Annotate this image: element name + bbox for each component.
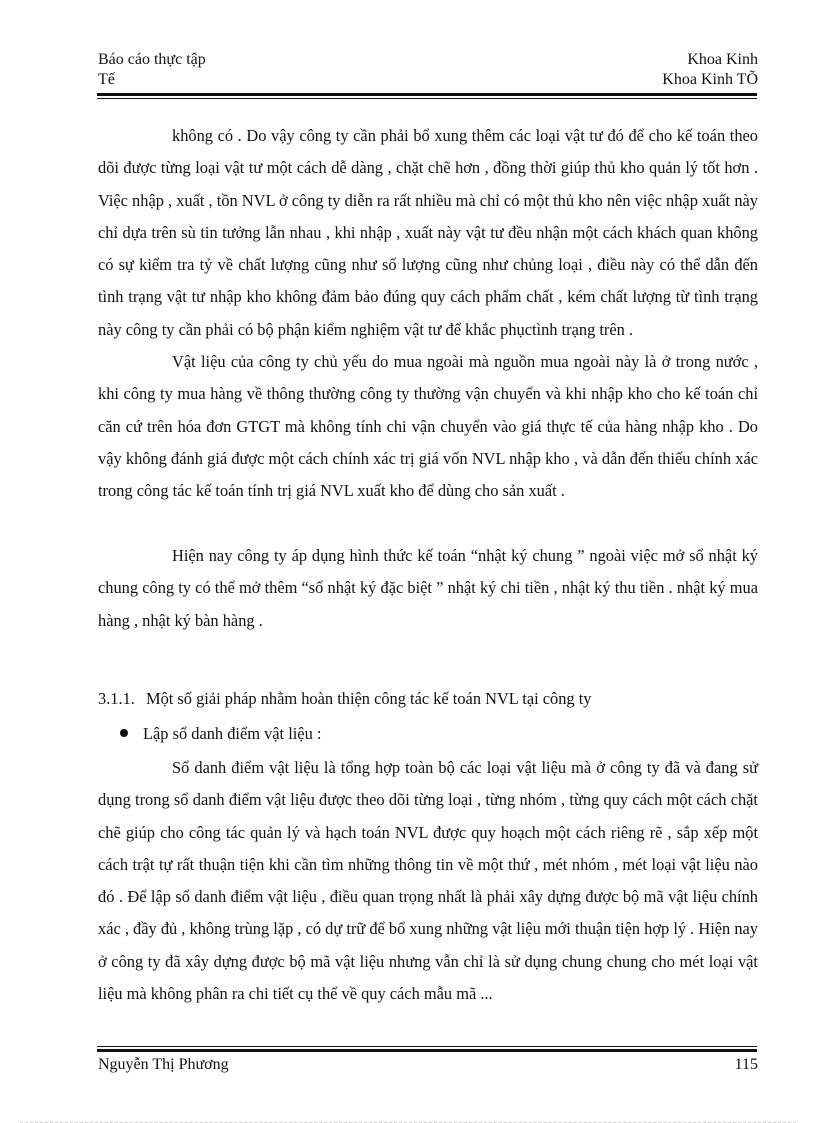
- footer-rule-thin: [97, 1046, 757, 1047]
- header-rule-thin: [97, 98, 757, 99]
- paragraph-2: Vật liệu của công ty chủ yếu do mua ngoài mà nguồn mua ngoài này là ở trong nước , khi công ty mua hàng về thông thường công ty thường vận chuyển và khi nhập kho cho kế toán chỉ căn cứ trên hóa đơn GTGT mà không tính chi vận chuyển vào giá thực tế của hàng nhập kho . Do vậy không đánh giá được một cách chính xác trị giá vốn NVL nhập kho , và dẫn đến thiếu chính xác trong công tác kế toán tính trị giá NVL xuất kho để dùng cho sản xuất .: [98, 352, 758, 501]
- bullet-dot-icon: [120, 729, 128, 737]
- section-heading: [98, 685, 591, 713]
- header-right-line-1: Khoa Kinh: [687, 51, 758, 68]
- header-right-line-2: Khoa Kinh TÕ: [662, 71, 758, 88]
- header-rule-thick: [97, 93, 757, 96]
- section-number: 3.1.1.: [98, 689, 135, 708]
- paragraph-3: Hiện nay công ty áp dụng hình thức kế toán “nhật ký chung ” ngoài việc mở sổ nhật ký chung công ty có thể mở thêm “sổ nhật ký đặc biệt ” nhật ký chi tiền , nhật ký thu tiền . nhật ký mua hàng , nhật ký bàn hàng .: [98, 546, 758, 630]
- header-left-line-2: Tế: [98, 71, 115, 88]
- footer-author: Nguyễn Thị Phương: [98, 1056, 229, 1073]
- header-left-line-1: Báo cáo thực tập: [98, 51, 206, 68]
- paragraph-1: không có . Do vậy công ty cần phải bổ xung thêm các loại vật tư đó để cho kế toán theo dõi được từng loại vật tư một cách dễ dàng , chặt chẽ hơn , đồng thời giúp thủ kho quản lý tốt hơn . Việc nhập , xuất , tồn NVL ở công ty diễn ra rất nhiều mà chỉ có một thủ kho nên việc nhập xuất này chỉ dựa trên sù tin tưởng lẫn nhau , khi nhập , xuất này vật tư đều nhận một cách khách quan không có sự kiểm tra tỷ về chất lượng cũng như số lượng cũng như chủng loại , điều này có thể dẫn đến tình trạng vật tư nhập kho không đảm bảo đúng quy cách phẩm chất , kém chất lượng từ tình trạng này công ty cần phải có bộ phận kiểm nghiệm vật tư để khắc phụctình trạng trên .: [98, 126, 758, 339]
- page-number: 115: [734, 1056, 758, 1073]
- bullet-text: Lập sổ danh điểm vật liệu :: [143, 724, 322, 743]
- header-left: [98, 50, 206, 90]
- paragraph-4: Sổ danh điểm vật liệu là tổng hợp toàn bộ các loại vật liệu mà ở công ty đã và đang sử dụng trong sổ danh điểm vật liệu được theo dõi từng loại , từng nhóm , từng quy cách một cách chặt chẽ giúp cho công tác quản lý và hạch toán NVL được quy hoạch một cách riêng rẽ , sắp xếp một cách trật tự rất thuận tiện khi cần tìm những thông tin về một thứ , mét nhóm , mét loại vật liệu nào đó . Để lập sổ danh điểm vật liệu , điều quan trọng nhất là phải xây dựng được bộ mã vật liệu chính xác , đầy đủ , không trùng lặp , có dự trữ để bổ xung những vật liệu mới thuận tiện hợp lý . Hiện nay ở công ty đã xây dựng được bộ mã vật liệu nhưng vẫn chỉ là sử dụng chung chung cho mét loại vật liệu mà không phân ra chi tiết cụ thể về quy cách mẫu mã ...: [98, 758, 758, 1004]
- section-title: Một số giải pháp nhằm hoàn thiện công tác kế toán NVL tại công ty: [146, 689, 592, 708]
- header-right: [640, 50, 758, 90]
- bullet-item: [120, 720, 321, 748]
- footer-rule-thick: [97, 1049, 757, 1052]
